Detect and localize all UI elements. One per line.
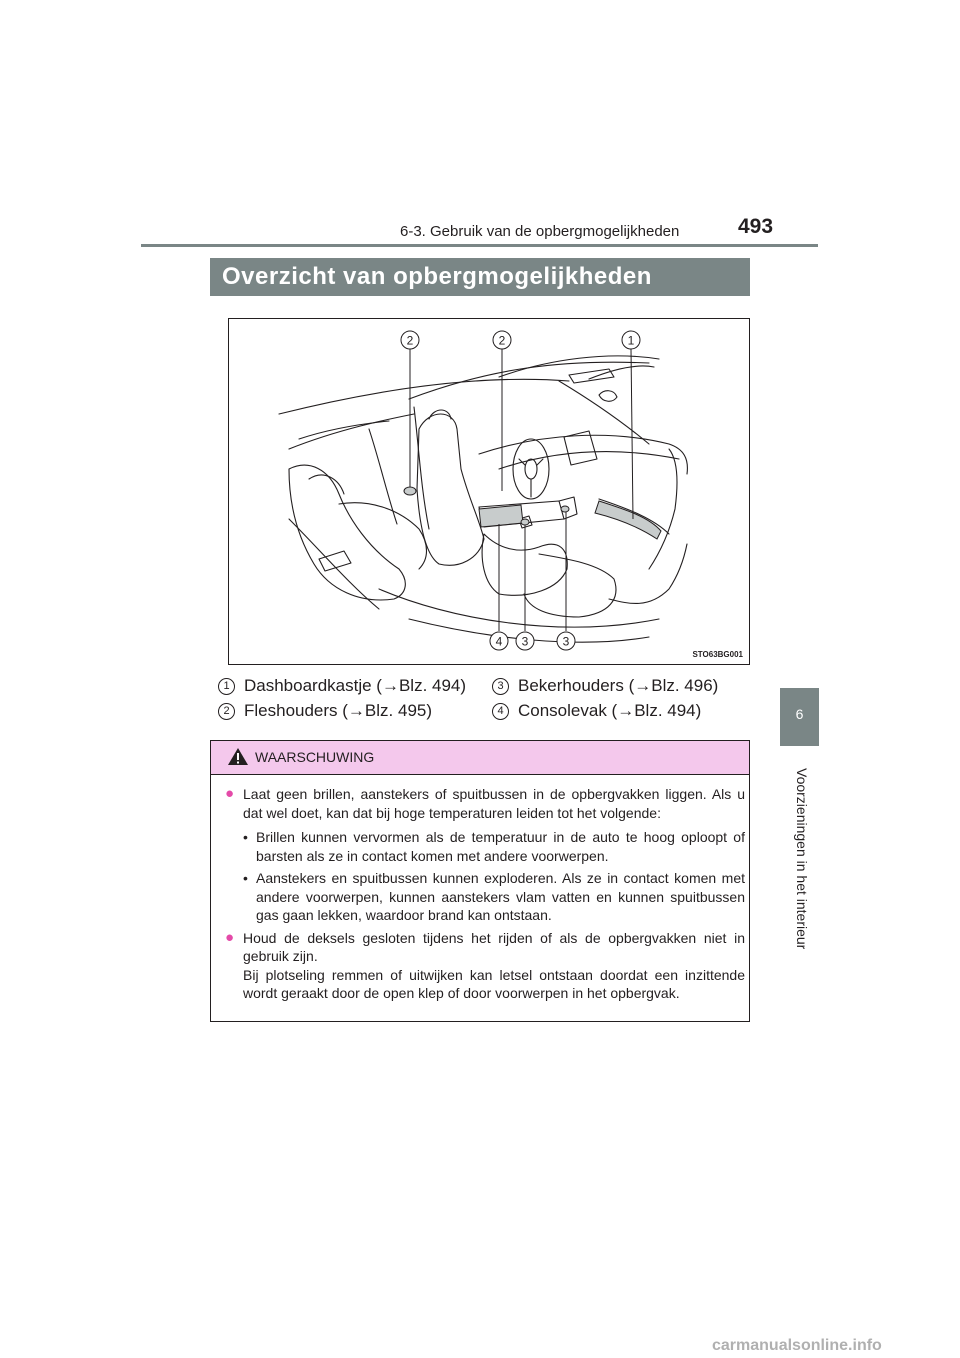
callout-label: 4 [495, 634, 503, 649]
warning-title: WAARSCHUWING [255, 749, 375, 765]
subitem-text: Aanstekers en spuitbussen kunnen exploderen. Als ze in contact komen met andere voorwerpen, kunnen aanstekers vlam vatten en kunnen spuitbussen gas gaan lekken, waardoor brand kan ontstaan. [256, 870, 745, 923]
legend-number: 4 [492, 703, 509, 720]
chapter-title-vertical: Voorzieningen in het interieur [794, 768, 810, 950]
chapter-tab [780, 688, 819, 746]
bullet-dot-icon: ● [225, 928, 235, 946]
legend-item-4 [492, 700, 701, 722]
callout-label: 2 [498, 333, 506, 348]
legend-number: 1 [218, 678, 235, 695]
bullet-text: Laat geen brillen, aanstekers of spuitbussen in de opbergvakken liggen. Als u dat wel doet, kan dat bij hoge temperaturen leiden tot het volgende: [243, 786, 745, 821]
legend-item-1 [218, 675, 466, 697]
header-divider [141, 244, 818, 247]
legend-item-2 [218, 700, 432, 722]
warning-bullet-1 [225, 785, 745, 822]
callout-label: 3 [562, 634, 570, 649]
callout-label: 3 [521, 634, 529, 649]
legend-text: Fleshouders (→Blz. 495) [244, 701, 433, 720]
bullet-text: Houd de deksels gesloten tijdens het rijden of als de opbergvakken niet in gebruik zijn. [243, 929, 745, 964]
car-interior-drawing [229, 319, 750, 665]
bullet-text: Bij plotseling remmen of uitwijken kan letsel ontstaan doordat een inzittende wordt geraakt door de open klep of door voorwerpen in het opbergvak. [243, 966, 745, 1001]
warning-bullet-2 [225, 929, 745, 1003]
chapter-number: 6 [795, 706, 804, 722]
legend-text: Bekerhouders (→Blz. 496) [518, 676, 719, 695]
callout-label: 2 [406, 333, 414, 348]
warning-subitem-2 [225, 869, 745, 925]
glovebox-highlight [595, 501, 661, 539]
warning-header [211, 741, 749, 775]
subitem-dot-icon: • [243, 829, 248, 845]
warning-triangle-icon [227, 747, 249, 766]
warning-subitem-1 [225, 828, 745, 865]
console-box-highlight [479, 505, 523, 527]
legend-text: Dashboardkastje (→Blz. 494) [244, 676, 467, 695]
legend-text: Consolevak (→Blz. 494) [518, 701, 702, 720]
warning-box [210, 740, 750, 1022]
bullet-dot-icon: ● [225, 785, 235, 802]
subitem-text: Brillen kunnen vervormen als de temperatuur in de auto te hoog oploopt of barsten als ze in contact komen met andere voorwerpen. [256, 829, 745, 864]
warning-body [225, 785, 745, 1009]
door-bottle-holder-highlight [404, 487, 416, 495]
subitem-dot-icon: • [243, 870, 248, 886]
header-section-title: 6-3. Gebruik van de opbergmogelijkheden [400, 223, 680, 240]
page-number: 493 [738, 215, 774, 238]
callout-label: 1 [627, 333, 635, 348]
cup-holder-highlight-2 [561, 506, 569, 512]
legend-item-3 [492, 675, 718, 697]
legend-number: 3 [492, 678, 509, 695]
figure-code: STO63BG001 [692, 650, 743, 659]
interior-illustration [228, 318, 750, 665]
cup-holder-highlight-1 [521, 519, 529, 525]
footer-watermark: carmanualsonline.info [712, 1337, 882, 1354]
section-title: Overzicht van opbergmogelijkheden [210, 258, 750, 296]
legend-number: 2 [218, 703, 235, 720]
